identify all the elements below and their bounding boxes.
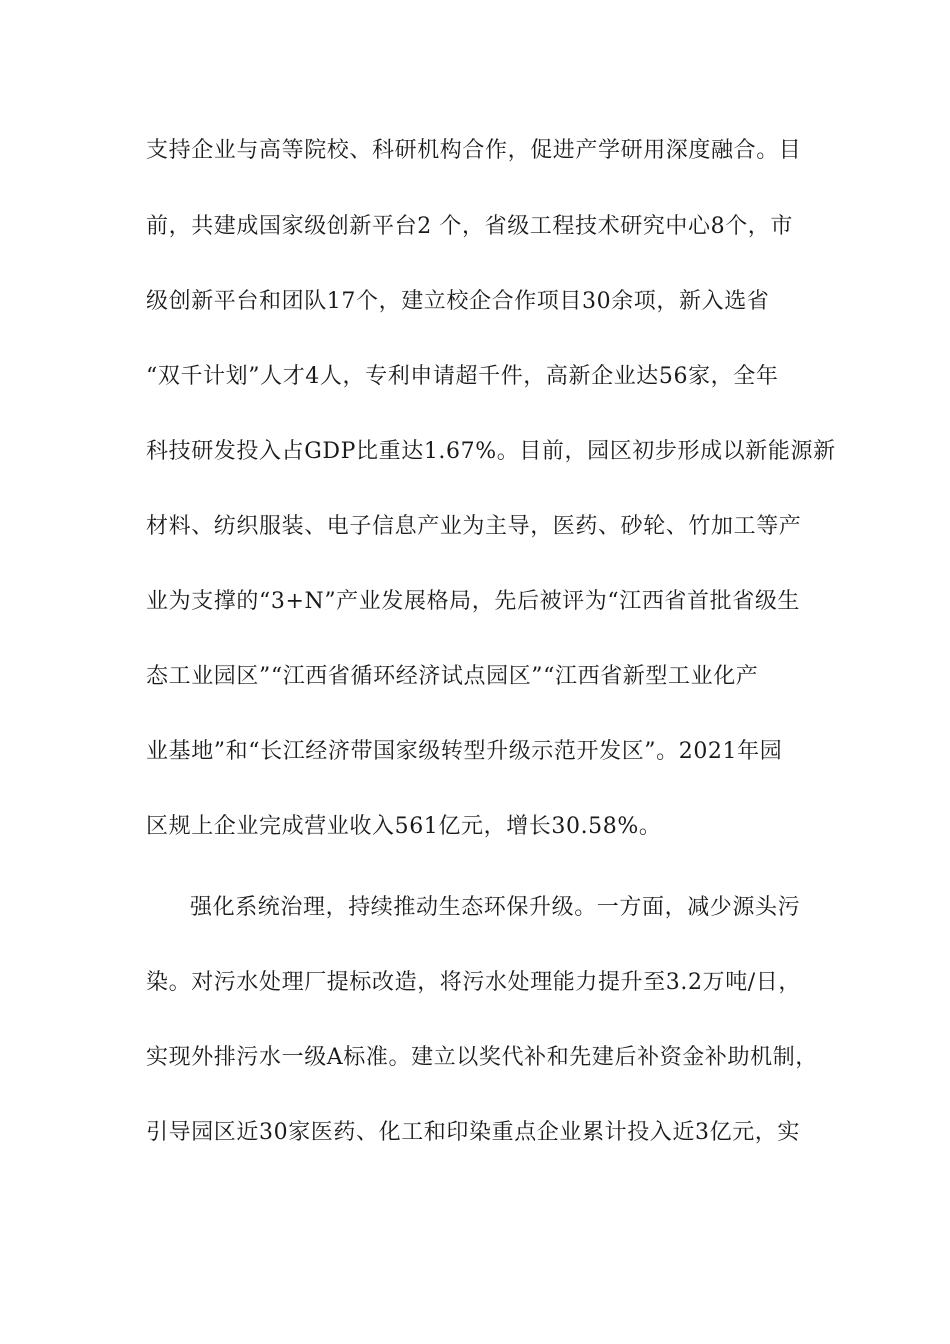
paragraph-1-line-4: “双千计划”人才4人，专利申请超千件，高新企业达56家，全年 (146, 364, 779, 389)
paragraph-1-line-7: 业为支撑的“3+N”产业发展格局，先后被评为“江西省首批省级生 (146, 589, 801, 614)
paragraph-1-line-1: 支持企业与高等院校、科研机构合作，促进产学研用深度融合。目 (146, 138, 802, 163)
paragraph-2-line-4: 引导园区近30家医药、化工和印染重点企业累计投入近3亿元，实 (146, 1120, 800, 1145)
paragraph-1-line-9: 业基地”和“长江经济带国家级转型升级示范开发区”。2021年园 (146, 739, 783, 764)
paragraph-2-line-2: 染。对污水处理厂提标改造，将污水处理能力提升至3.2万吨/日， (146, 970, 802, 995)
paragraph-1-line-5: 科技研发投入占GDP比重达1.67%。目前，园区初步形成以新能源新 (146, 439, 836, 464)
paragraph-1-line-10: 区规上企业完成营业收入561亿元，增长30.58%。 (146, 814, 662, 839)
paragraph-1-line-3: 级创新平台和团队17个，建立校企合作项目30余项，新入选省 (146, 289, 770, 314)
paragraph-2-line-3: 实现外排污水一级A标准。建立以奖代补和先建后补资金补助机制， (146, 1045, 818, 1070)
paragraph-1-line-6: 材料、纺织服装、电子信息产业为主导，医药、砂轮、竹加工等产 (146, 514, 802, 539)
paragraph-2-line-1: 强化系统治理，持续推动生态环保升级。一方面，减少源头污 (190, 895, 801, 920)
paragraph-1-line-8: 态工业园区”“江西省循环经济试点园区”“江西省新型工业化产 (146, 664, 759, 689)
paragraph-1-line-2: 前，共建成国家级创新平台2 个，省级工程技术研究中心8个，市 (146, 214, 793, 239)
